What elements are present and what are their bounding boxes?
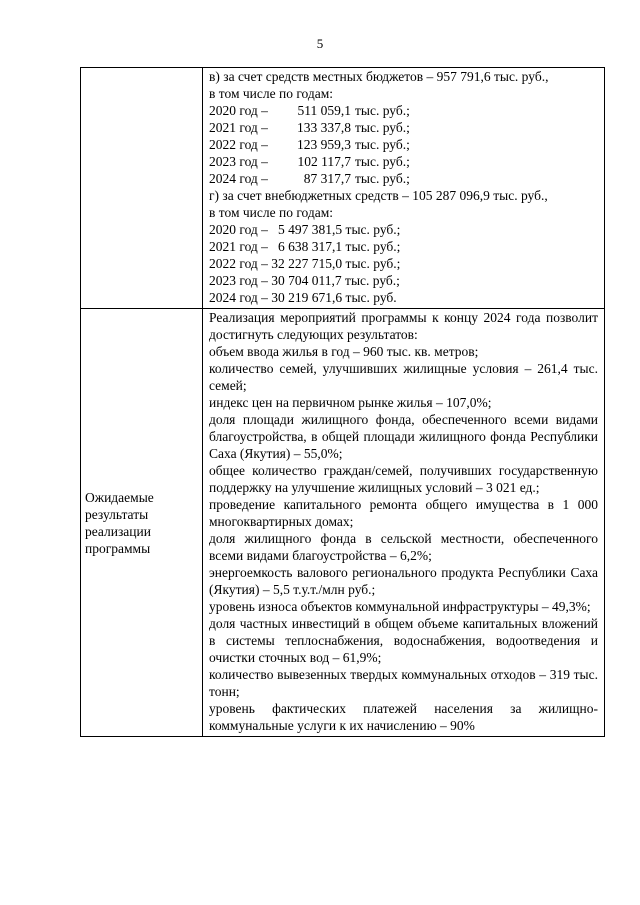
results-content-cell — [203, 309, 605, 737]
local-year-row: 2023 год – 102 117,7 тыс. руб.; — [209, 154, 410, 169]
extrabudget-year-row: 2021 год – 6 638 317,1 тыс. руб.; — [209, 239, 401, 254]
result-item: индекс цен на первичном рынке жилья – 107,0%; — [209, 395, 492, 410]
by-years-caption: в том числе по годам: — [209, 86, 334, 101]
result-item: количество семей, улучшивших жилищные условия – 261,4 тыс. семей; — [209, 361, 598, 393]
funding-content-cell — [203, 68, 605, 309]
funding-label-cell — [81, 68, 203, 309]
local-year-row: 2020 год – 511 059,1 тыс. руб.; — [209, 103, 410, 118]
results-label: Ожидаемые результаты реализации программы — [85, 489, 154, 556]
result-item: объем ввода жилья в год – 960 тыс. кв. метров; — [209, 344, 479, 359]
extrabudget-year-row: 2024 год – 30 219 671,6 тыс. руб. — [209, 290, 397, 305]
result-item: уровень фактических платежей населения за жилищно-коммунальные услуги к их начислению – 90% — [209, 701, 598, 733]
local-year-row: 2022 год – 123 959,3 тыс. руб.; — [209, 137, 410, 152]
result-item: количество вывезенных твердых коммунальных отходов – 319 тыс. тонн; — [209, 667, 598, 699]
results-intro: Реализация мероприятий программы к концу 2024 года позволит достигнуть следующих результатов: — [209, 310, 598, 342]
result-item: доля площади жилищного фонда, обеспеченного всеми видами благоустройства, в общей площади жилищного фонда Республики Саха (Якутия) – 55,0%; — [209, 412, 598, 461]
results-label-cell — [81, 309, 203, 737]
result-item: проведение капитального ремонта общего имущества в 1 000 многоквартирных домах; — [209, 497, 598, 529]
program-passport-table — [80, 67, 605, 737]
results-row — [81, 309, 605, 737]
extrabudget-header: г) за счет внебюджетных средств – 105 287 096,9 тыс. руб., — [209, 188, 548, 203]
result-item: энергоемкость валового регионального продукта Республики Саха (Якутия) – 5,5 т.у.т./млн руб.; — [209, 565, 598, 597]
extrabudget-year-row: 2022 год – 32 227 715,0 тыс. руб.; — [209, 256, 401, 271]
local-year-row: 2024 год – 87 317,7 тыс. руб.; — [209, 171, 410, 186]
funding-row — [81, 68, 605, 309]
result-item: доля частных инвестиций в общем объеме капитальных вложений в системы теплоснабжения, водоснабжения, водоотведения и очистки сточных вод – 61,9%; — [209, 616, 598, 665]
local-year-row: 2021 год – 133 337,8 тыс. руб.; — [209, 120, 410, 135]
result-item: уровень износа объектов коммунальной инфраструктуры – 49,3%; — [209, 599, 591, 614]
by-years-caption: в том числе по годам: — [209, 205, 334, 220]
local-budget-header: в) за счет средств местных бюджетов – 957 791,6 тыс. руб., — [209, 69, 549, 84]
page-number: 5 — [316, 36, 324, 51]
extrabudget-year-row: 2020 год – 5 497 381,5 тыс. руб.; — [209, 222, 401, 237]
extrabudget-year-row: 2023 год – 30 704 011,7 тыс. руб.; — [209, 273, 400, 288]
result-item: доля жилищного фонда в сельской местности, обеспеченного всеми видами благоустройства – 6,2%; — [209, 531, 598, 563]
result-item: общее количество граждан/семей, получивших государственную поддержку на улучшение жилищных условий – 3 021 ед.; — [209, 463, 598, 495]
